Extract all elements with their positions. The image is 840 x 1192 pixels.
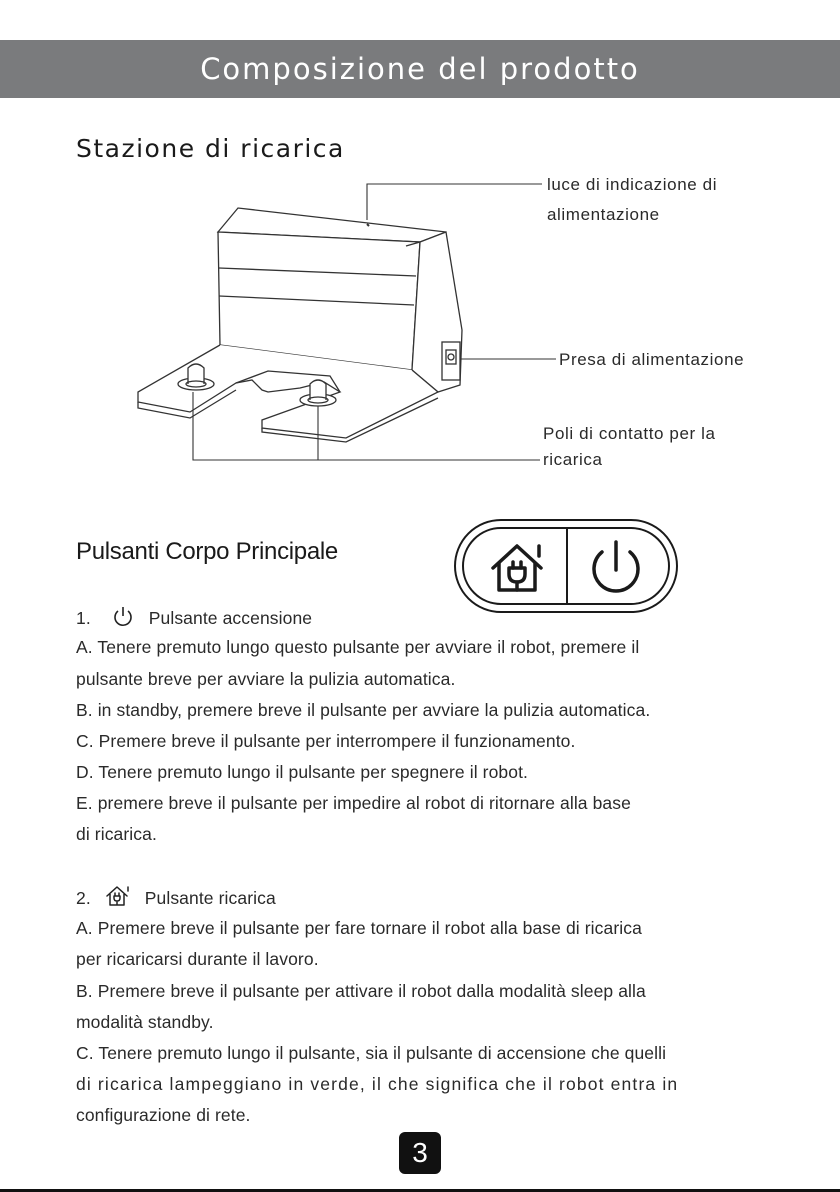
charge-line-6: di ricarica lampeggiano in verde, il che significa che il robot entra in: [76, 1074, 679, 1094]
power-line-5: D. Tenere premuto lungo il pulsante per spegnere il robot.: [76, 762, 528, 782]
callout-power-socket: Presa di alimentazione: [559, 350, 745, 369]
charge-line-3: B. Premere breve il pulsante per attivare il robot dalla modalità sleep alla: [76, 981, 646, 1001]
buttons-illustration: [453, 518, 679, 614]
callout-line-power-light: [367, 184, 542, 220]
item-number: 1.: [76, 608, 91, 628]
callout-charging-contacts: Poli di contatto per la ricarica: [543, 424, 716, 469]
page-number-badge: 3: [399, 1132, 441, 1174]
power-socket: [442, 342, 460, 380]
power-line-4: C. Premere breve il pulsante per interrompere il funzionamento.: [76, 731, 576, 751]
section-title-charging-station: Stazione di ricarica: [76, 134, 345, 163]
power-line-6: E. premere breve il pulsante per impedire al robot di ritornare alla base: [76, 793, 631, 813]
power-line-1: A. Tenere premuto lungo questo pulsante per avviare il robot, premere il: [76, 637, 640, 657]
charge-line-2: per ricaricarsi durante il lavoro.: [76, 949, 319, 969]
section-title-main-buttons: Pulsanti Corpo Principale: [76, 538, 338, 565]
callout-power-light: luce di indicazione di alimentazione: [547, 175, 718, 224]
power-button-heading: [76, 606, 312, 629]
charge-line-7: configurazione di rete.: [76, 1105, 251, 1125]
charge-button-title: Pulsante ricarica: [144, 888, 276, 908]
item-number: 2.: [76, 888, 91, 908]
power-line-7: di ricarica.: [76, 824, 157, 844]
house-plug-icon: [104, 884, 132, 908]
charge-button-heading: [76, 884, 276, 909]
charge-line-1: A. Premere breve il pulsante per fare tornare il robot alla base di ricarica: [76, 918, 642, 938]
power-button-title: Pulsante accensione: [148, 608, 313, 628]
power-icon: [110, 606, 136, 628]
power-icon: [594, 542, 638, 591]
power-line-2: pulsante breve per avviare la pulizia automatica.: [76, 669, 456, 689]
page-title: Composizione del prodotto: [200, 52, 640, 86]
house-plug-icon: [493, 546, 541, 590]
charge-line-4: modalità standby.: [76, 1012, 214, 1032]
power-line-3: B. in standby, premere breve il pulsante per avviare la pulizia automatica.: [76, 700, 651, 720]
charge-line-5: C. Tenere premuto lungo il pulsante, sia il pulsante di accensione che quelli: [76, 1043, 667, 1063]
